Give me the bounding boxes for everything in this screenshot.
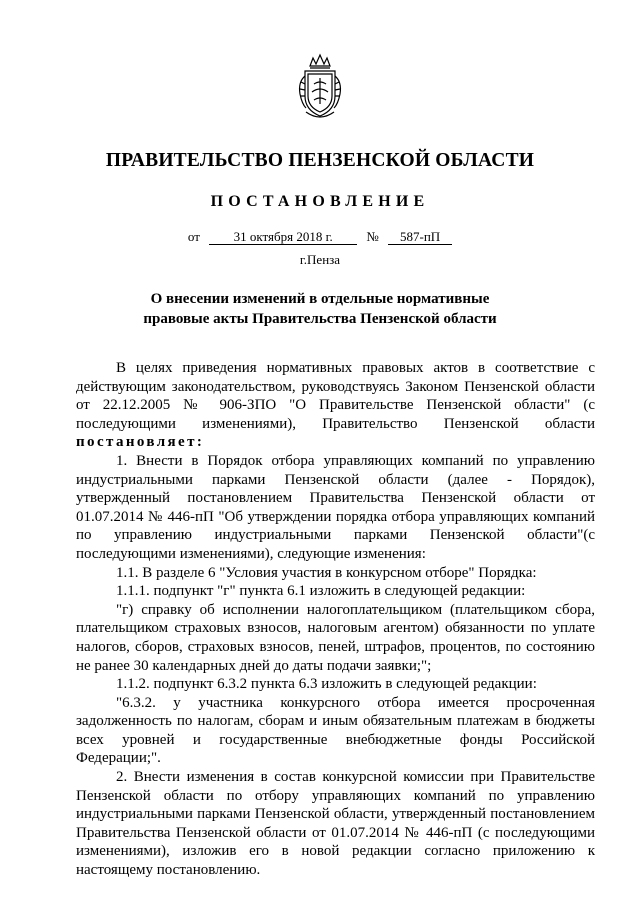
document-number: 587-пП bbox=[388, 229, 452, 245]
date-number-line bbox=[0, 229, 640, 245]
date-prefix: от bbox=[187, 229, 200, 244]
coat-of-arms-emblem bbox=[296, 52, 344, 122]
preamble-text: В целях приведения нормативных правовых актов в соответствие с действующим законодательством, руководствуясь Законом Пензенской области от 22.12.2005 № 906-ЗПО "О Правительстве Пензенской области" (с последующими изменениями), Правительство Пензенской области bbox=[76, 360, 595, 432]
paragraph-1-1-2: 1.1.2. подпункт 6.3.2 пункта 6.3 изложить в следующей редакции: bbox=[116, 676, 537, 693]
subject-line-2: правовые акты Правительства Пензенской области bbox=[143, 311, 497, 327]
document-body bbox=[76, 359, 595, 880]
number-prefix: № bbox=[366, 229, 379, 244]
preamble-paragraph bbox=[76, 359, 595, 452]
subject-line-1: О внесении изменений в отдельные нормативные bbox=[150, 291, 490, 307]
paragraph-1-1-1: 1.1.1. подпункт "г" пункта 6.1 изложить в следующей редакции: bbox=[116, 583, 526, 600]
document-subject bbox=[80, 289, 560, 329]
document-type-title: ПОСТАНОВЛЕНИЕ bbox=[210, 193, 430, 210]
paragraph-2: 2. Внести изменения в состав конкурсной комиссии при Правительстве Пензенской области по отбору управляющих компаний по управлению индустриальными парками Пензенской области, утвержденный постановлением Правительства Пензенской области от 01.07.2014 № 446-пП (с последующими изменениями), изложив его в новой редакции согласно приложению к настоящему постановлению. bbox=[76, 769, 595, 879]
government-title: ПРАВИТЕЛЬСТВО ПЕНЗЕНСКОЙ ОБЛАСТИ bbox=[105, 150, 535, 171]
city-name: г.Пенза bbox=[299, 252, 341, 267]
quote-subitem-g: "г) справку об исполнении налогоплательщиком (плательщиком сбора, плательщиком страховых взносов, налоговым агентом) обязанности по уплате налогов, сборов, страховых взносов, пеней, штрафов, процентов, по состоянию не ранее 30 календарных дней до даты подачи заявки;"; bbox=[76, 601, 595, 674]
document-date: 31 октября 2018 г. bbox=[209, 229, 357, 245]
decides-word: постановляет: bbox=[76, 434, 205, 451]
paragraph-1: 1. Внести в Порядок отбора управляющих компаний по управлению индустриальными парками Пензенской области (далее - Порядок), утвержденный постановлением Правительства Пензенской области от 01.07.2014 № 446-пП "Об утверждении порядка отбора управляющих компаний по управлению индустриальными парками Пензенской области"(с последующими изменениями), следующие изменения: bbox=[76, 452, 595, 562]
quote-item-6-3-2: "6.3.2. у участника конкурсного отбора имеется просроченная задолженность по налогам, сборам и иным обязательным платежам в бюджеты всех уровней и государственные внебюджетные фонды Российской Федерации;". bbox=[76, 694, 595, 767]
paragraph-1-1: 1.1. В разделе 6 "Условия участия в конкурсном отборе" Порядка: bbox=[116, 564, 537, 581]
